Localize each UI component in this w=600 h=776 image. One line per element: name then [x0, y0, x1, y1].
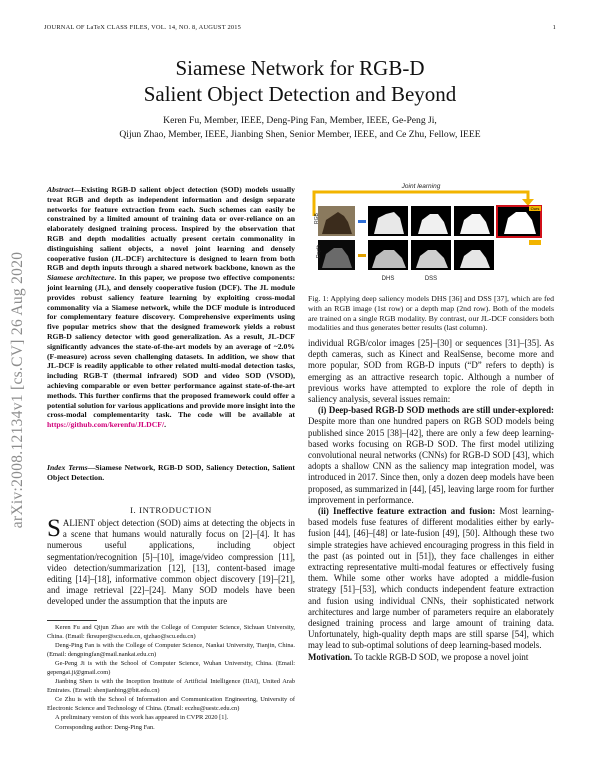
paragraph-bold: Motivation.	[308, 651, 353, 662]
footnote: Ce Zhu is with the School of Information and Communication Engineering, University of Electronic Science and Technology of China. (Email: eczhu@uestc.edu.cn)	[47, 696, 295, 712]
code-link[interactable]: https://github.com/kerenfu/JLDCF/	[47, 420, 165, 430]
footnote: Corresponding author: Deng-Ping Fan.	[55, 723, 155, 731]
rgb-arrow	[358, 220, 366, 223]
footnote: Ge-Peng Ji is with the School of Computer Science, Wuhan University, China. (Email: gepengai.ji@gmail.com)	[47, 660, 295, 676]
footnote: Keren Fu and Qijun Zhao are with the College of Computer Science, Sichuan University, China. (Email: fkrsuper@scu.edu.cn, qjzhao@scu.edu.cn)	[47, 624, 295, 640]
page-number: 1	[552, 24, 556, 31]
arxiv-stamp-text: arXiv:2008.12134v1 [cs.CV] 26 Aug 2020	[9, 251, 26, 529]
depth-arrow	[358, 254, 366, 257]
paragraph-text: Most learning-based models fuse features of different modalities either by early-fusion [44], [46]–[48] or late-fusion [49], [50]. Although these two simple strategies have achieved encouraging progress in this field in the past (as pointed out in [51]), they face challenges in either extracting representative multi-modal features or effectively fusing them. While some other works have adopted a middle-fusion strategy [51]–[53], which conducts independent feature extraction and fusion using individual CNNs, their sophisticated network architectures and large number of parameters require an elaborately designed training process and large amount of training data. Unfortunately, high-quality depth maps are still sparse [54], which may lead to sub-optimal solutions of deep learning-based models.	[308, 506, 554, 651]
joint-learning-label: Joint learning	[401, 183, 441, 190]
footnote: A preliminary version of this work has appeared in CVPR 2020 [1].	[55, 714, 229, 721]
author-list	[40, 114, 560, 142]
paper-title	[40, 55, 560, 107]
intro-paragraph	[47, 515, 295, 608]
index-terms-label: Index Terms	[47, 463, 88, 472]
paragraph	[308, 506, 554, 652]
arxiv-stamp	[3, 210, 33, 570]
paragraph	[308, 405, 554, 506]
section-heading-introduction: I. INTRODUCTION	[130, 505, 212, 515]
column-label-dss: DSS	[424, 276, 438, 282]
authors-line-1: Keren Fu, Member, IEEE, Deng-Ping Fan, Member, IEEE, Ge-Peng Ji,	[163, 115, 437, 126]
title-line-2: Salient Object Detection and Beyond	[143, 82, 457, 106]
paragraph-text: individual RGB/color images [25]–[30] or sequences [31]–[35]. As depth cameras, such as Kinect and RealSense, become more and more popular, SOD from RGB-D inputs (“D” refers to depth) is emerging as an attractive research topic. Although a number of previous works have attempted to explore the role of depth in saliency analysis, several issues remain:	[308, 338, 554, 405]
authors-line-2: Qijun Zhao, Member, IEEE, Jianbing Shen, Senior Member, IEEE, and Ce Zhu, Fellow, IEEE	[119, 129, 481, 140]
index-terms	[47, 463, 295, 483]
abstract-label: Abstract	[47, 185, 74, 194]
paragraph-bold: (ii) Ineffective feature extraction and fusion:	[318, 506, 496, 517]
figure-caption: Fig. 1: Applying deep saliency models DHS [36] and DSS [37], which are fed with an RGB image (1st row) or a depth map (2nd row). Both of the models are trained on a single RGB modality. By contrast, our JL-DCF considers both modalities and thus generates better results (last column).	[308, 294, 554, 333]
paragraph	[308, 652, 554, 663]
column-label-dhs: DHS	[381, 276, 395, 282]
footnote: Jianbing Shen is with the Inception Institute of Artificial Intelligence (IIAI), United Arab Emirates. (Email: shenjianbing@bit.edu.cn)	[47, 678, 295, 694]
joint-learning-arrowhead	[522, 199, 534, 206]
abstract-italic-term: Siamese architecture	[47, 273, 115, 283]
paragraph	[308, 338, 554, 405]
abstract	[47, 185, 295, 430]
ours-label: Ours	[530, 206, 540, 212]
abstract-text-2: . In this paper, we propose two effective components: joint learning (JL), and densely cooperative fusion (DCF). The JL module provides robust saliency feature learning by exploiting cross-modal commonality via a Siamese network, while the DCF module is introduced for complementary feature discovery. Comprehensive experiments using five popular metrics show that the designed framework yields a robust RGB-D saliency detector with good generalization. As a result, JL-DCF significantly advances the state-of-the-art models by an average of ~2.0% (F-measure) across seven challenging datasets. In addition, we show that JL-DCF is readily applicable to other related multi-modal detection tasks, including RGB-T (thermal infrared) SOD and video SOD (VSOD), achieving comparable or even better performance against state-of-the-art methods. This further confirms that the proposed framework could offer a potential solution for various applications and provide more insight into the cross-modal complementarity task. The code will be available at	[47, 273, 295, 420]
running-header	[44, 24, 556, 34]
drop-cap: S	[47, 515, 61, 542]
right-column-body	[308, 338, 554, 663]
paragraph-text: To tackle RGB-D SOD, we propose a novel joint	[352, 651, 529, 662]
index-terms-text: —Siamese Network, RGB-D SOD, Saliency Detection, Salient Object Detection.	[47, 463, 295, 482]
abstract-text-1: —Existing RGB-D salient object detection (SOD) models usually treat RGB and depth as independent information and design separate networks for feature extraction from each. Such schemes can easily be constrained by a limited amount of training data or over-reliance on an elaborately designed training process. Inspired by the observation that RGB and depth modalities actually present certain commonality in distinguishing salient objects, a novel joint learning and densely cooperative fusion (JL-DCF) architecture is designed to learn from both RGB and depth inputs through a shared network backbone, known as the	[47, 185, 295, 273]
intro-lead: ALIENT	[62, 518, 95, 528]
paragraph-text: Despite more than one hundred papers on RGB SOD models being published since 2015 [38]–[42], there are only a few deep learning-based works focusing on RGB-D SOD. The first model utilizing convolutional neural networks (CNNs) for RGB-D SOD [43], which adopts a shallow CNN as the saliency map integration model, was introduced in 2017. Since then, only a dozen deep models have been proposed, as summarized in [44], [45], leaving large room for further improvement in performance.	[308, 416, 554, 505]
footnote: Deng-Ping Fan is with the College of Computer Science, Nankai University, Tianjin, China. (Email: dengpingfan@mail.nankai.edu.cn)	[47, 642, 295, 658]
title-line-1: Siamese Network for RGB-D	[175, 56, 425, 80]
footnote-rule	[47, 620, 97, 621]
ours-tag-depth	[529, 240, 541, 245]
journal-header: JOURNAL OF LaTeX CLASS FILES, VOL. 14, NO. 8, AUGUST 2015	[44, 24, 242, 31]
paragraph-bold: (i) Deep-based RGB-D SOD methods are still under-explored:	[318, 405, 554, 416]
row-label-depth: Depth	[316, 244, 322, 258]
figure-1	[308, 176, 554, 284]
intro-text: object detection (SOD) aims at detecting the objects in a scene that humans would naturally focus on [2]–[4]. It has numerous useful applications, including object segmentation/recognition [5]–[10], image/video compression [11], video detection/summarization [12], [13], content-based image editing [14]–[18], informative common object discovery [19]–[21], and image retrieval [22]–[24]. Many SOD models have been developed under the assumption that the inputs are	[47, 518, 295, 607]
abstract-text-end: .	[164, 420, 167, 430]
footnotes	[47, 624, 295, 733]
figure-1-graphic	[308, 176, 554, 284]
row-label-rgb: RGB	[314, 213, 320, 224]
